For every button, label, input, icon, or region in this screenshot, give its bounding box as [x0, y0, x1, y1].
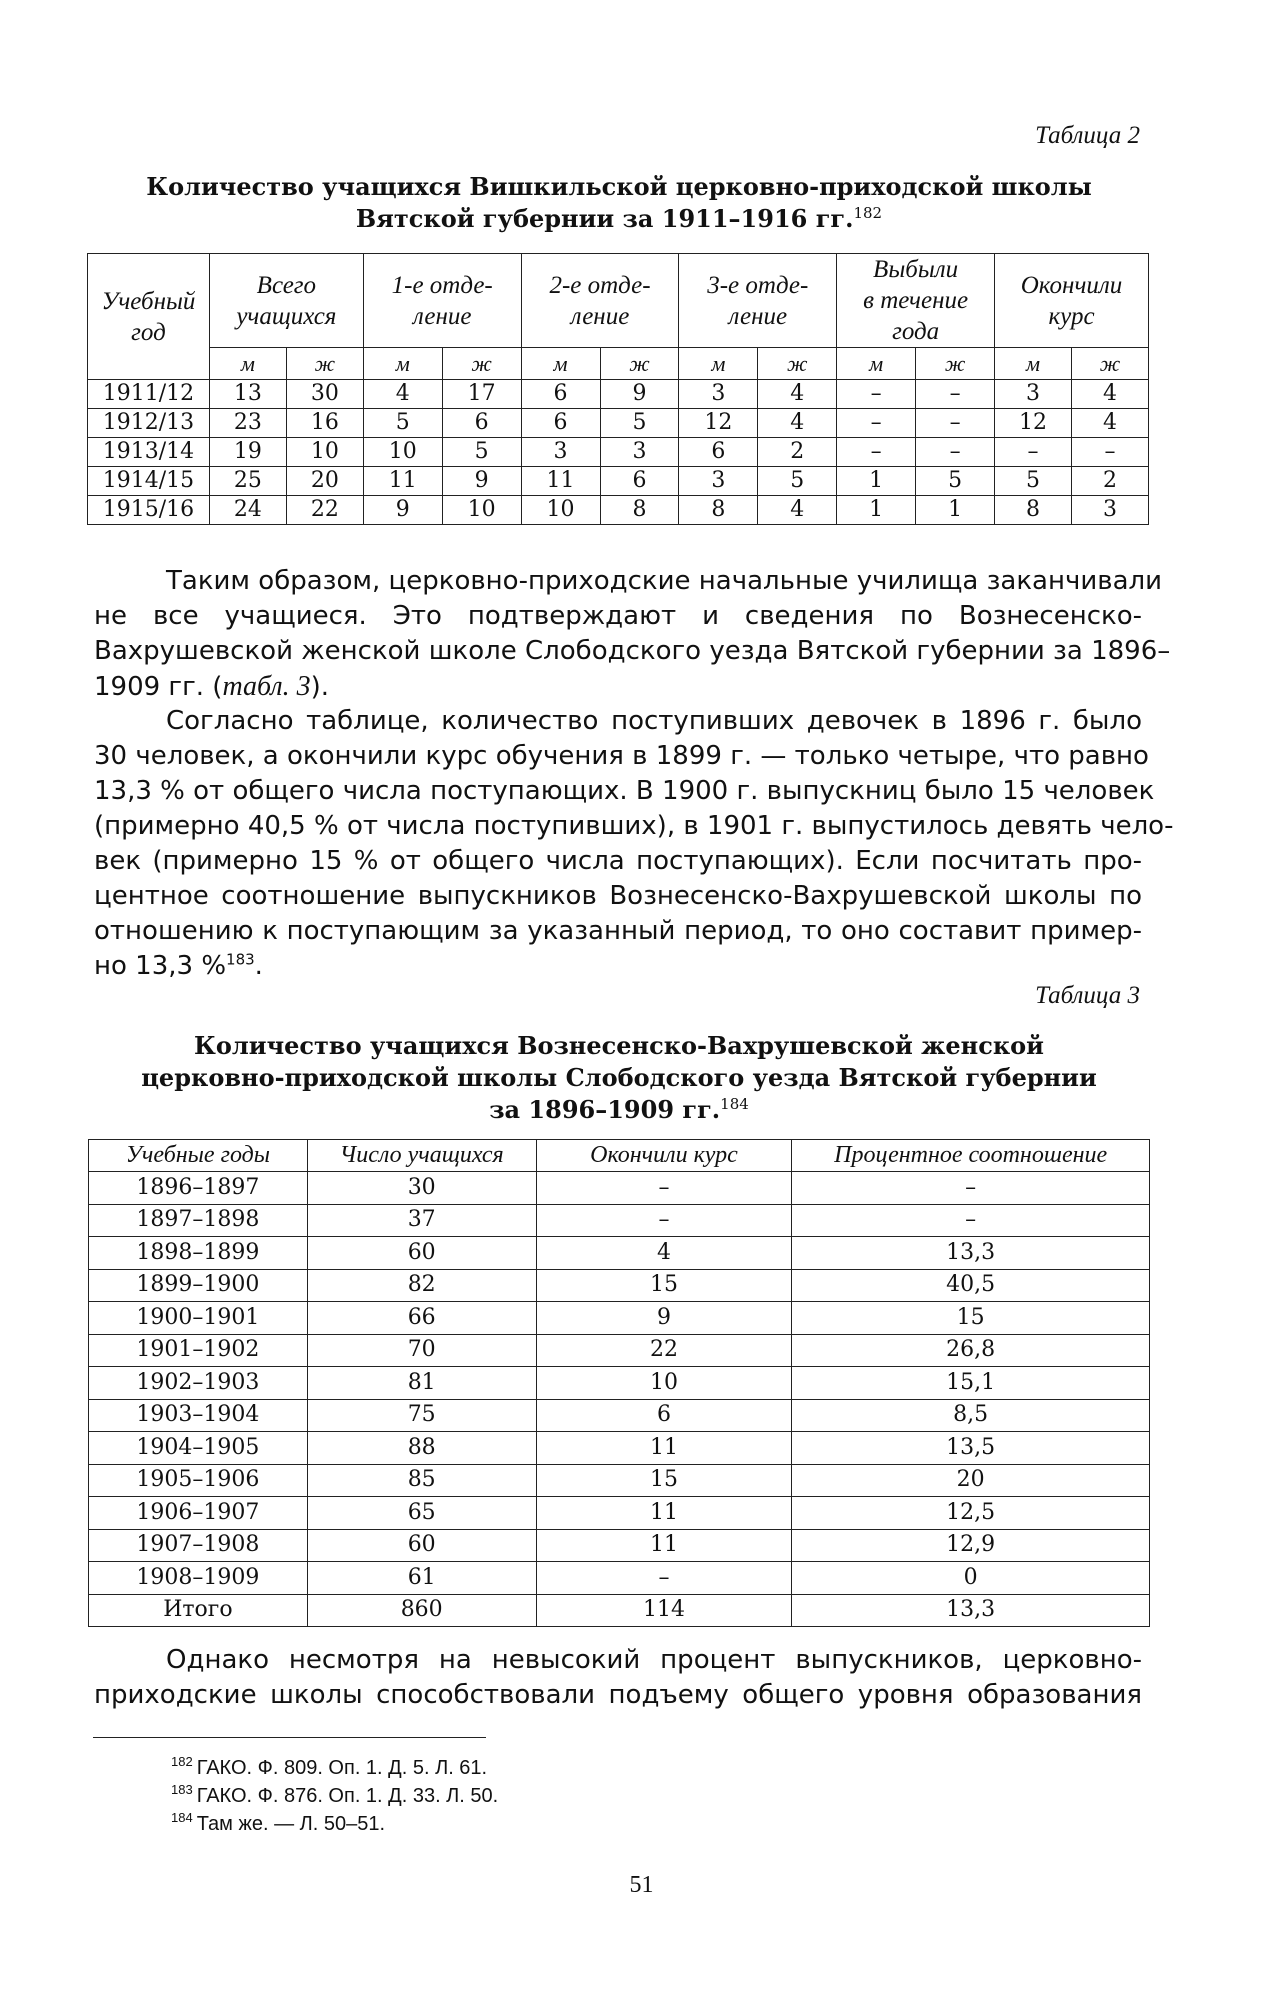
table3-cell: 1897–1898	[89, 1204, 308, 1237]
table2-subheader-cell: м	[995, 348, 1072, 380]
table3-cell: 37	[307, 1204, 536, 1237]
table3-cell: 60	[307, 1237, 536, 1270]
table2-cell: 4	[758, 496, 837, 525]
table-row	[89, 1172, 1150, 1205]
paragraph-line: не все учащиеся. Это подтверждают и сведения по Вознесенско-	[94, 601, 1142, 631]
table2-cell: 5	[442, 438, 521, 467]
paragraph-line: Вахрушевской женской школе Слободского уезда Вятской губернии за 1896–	[94, 636, 1171, 666]
table2-cell: 13	[209, 380, 286, 409]
table3-header-percent: Процентное соотношение	[792, 1140, 1150, 1172]
table-row	[89, 1529, 1150, 1562]
paragraph-line: 1909 гг. (табл. 3).	[94, 671, 330, 702]
table3-reference: табл. 3	[222, 671, 311, 702]
table2-year-cell: 1912/13	[88, 409, 210, 438]
table3-cell: 12,9	[792, 1529, 1150, 1562]
table2-cell: 24	[209, 496, 286, 525]
table-row	[89, 1464, 1150, 1497]
table3-cell: 1900–1901	[89, 1302, 308, 1335]
table-row	[89, 1432, 1150, 1465]
table3-cell: 13,3	[792, 1594, 1150, 1627]
table2-cell: –	[837, 380, 916, 409]
table2-year-cell: 1911/12	[88, 380, 210, 409]
table-row	[88, 467, 1149, 496]
table2-cell: 1	[837, 467, 916, 496]
table2-subheader-cell: ж	[286, 348, 363, 380]
table2-cell: 3	[679, 380, 758, 409]
table2-subheader-cell: ж	[1071, 348, 1148, 380]
table2-cell: –	[1071, 438, 1148, 467]
table3-cell: 8,5	[792, 1399, 1150, 1432]
paragraph-line: но 13,3 %$^{183}$.	[94, 950, 263, 981]
table2-subheader-cell: м	[679, 348, 758, 380]
table2-cell: –	[837, 438, 916, 467]
table3-cell: 61	[307, 1562, 536, 1595]
table3-cell: 22	[536, 1334, 792, 1367]
table3-cell: 1901–1902	[89, 1334, 308, 1367]
table2-cell: 4	[1071, 380, 1148, 409]
table3-title-line3: за 1896–1909 гг.$^{184}$	[489, 1095, 749, 1124]
table2-header-row	[88, 254, 1149, 348]
table2-cell: 1	[837, 496, 916, 525]
table2-subheader-cell: ж	[600, 348, 679, 380]
table3-cell: 15,1	[792, 1367, 1150, 1400]
paragraph-line: 30 человек, а окончили курс обучения в 1899 г. — только четыре, что равно	[94, 741, 1149, 771]
footnote-ref-182: 182	[853, 204, 883, 222]
paragraph-1	[94, 564, 1171, 705]
table2-cell: –	[916, 380, 995, 409]
footnote-divider	[93, 1737, 486, 1738]
table-row	[89, 1399, 1150, 1432]
table2-cell: 8	[995, 496, 1072, 525]
table3-cell: 70	[307, 1334, 536, 1367]
table3-cell: 11	[536, 1497, 792, 1530]
table3-cell: 1906–1907	[89, 1497, 308, 1530]
table3-cell: 75	[307, 1399, 536, 1432]
table3-body	[89, 1172, 1150, 1627]
table3-cell: 13,3	[792, 1237, 1150, 1270]
table2-cell: 3	[521, 438, 600, 467]
paragraph-line: 13,3 % от общего числа поступающих. В 1900 г. выпускниц было 15 человек	[94, 776, 1155, 806]
table3-header-row	[89, 1140, 1150, 1172]
table2-cell: –	[995, 438, 1072, 467]
footnote-ref-183: 183	[226, 950, 255, 969]
table3-cell: 9	[536, 1302, 792, 1335]
table3-cell: 81	[307, 1367, 536, 1400]
table-row	[89, 1334, 1150, 1367]
footnote-184: $^{184}$ Там же. — Л. 50–51.	[171, 1810, 386, 1835]
table2-cell: 17	[442, 380, 521, 409]
table3-cell: 1903–1904	[89, 1399, 308, 1432]
table2-cell: 3	[995, 380, 1072, 409]
table2-header-total: Всего учащихся	[209, 254, 363, 348]
table2-cell: 10	[521, 496, 600, 525]
paragraph-3	[94, 1643, 1142, 1713]
table2-header-finished: Окончили курс	[995, 254, 1149, 348]
table2-subheader-cell: ж	[442, 348, 521, 380]
table2-cell: 10	[286, 438, 363, 467]
table2-cell: 4	[363, 380, 442, 409]
table2-cell: 9	[600, 380, 679, 409]
table3-cell: 860	[307, 1594, 536, 1627]
table3-cell: 60	[307, 1529, 536, 1562]
table3-cell: 4	[536, 1237, 792, 1270]
table2-year-cell: 1914/15	[88, 467, 210, 496]
table2-cell: 11	[521, 467, 600, 496]
table3-cell: 1905–1906	[89, 1464, 308, 1497]
footnote-183: $^{183}$ ГАКО. Ф. 876. Оп. 1. Д. 33. Л. 50.	[171, 1782, 499, 1807]
table3-cell: 1898–1899	[89, 1237, 308, 1270]
table-row	[88, 409, 1149, 438]
table2	[87, 253, 1149, 525]
paragraph-line: отношению к поступающим за указанный период, то оно составит пример-	[94, 916, 1142, 946]
table3-cell: 30	[307, 1172, 536, 1205]
paragraph-line: центное соотношение выпускников Вознесенско-Вахрушевской школы по	[94, 881, 1142, 911]
paragraph-line: век (примерно 15 % от общего числа поступающих). Если посчитать про-	[94, 846, 1142, 876]
table3-cell: 88	[307, 1432, 536, 1465]
table3-title-line2: церковно-приходской школы Слободского уезда Вятской губернии	[141, 1063, 1097, 1092]
table2-cell: 5	[916, 467, 995, 496]
table3-header-finished: Окончили курс	[536, 1140, 792, 1172]
table3-cell: 11	[536, 1432, 792, 1465]
table2-cell: 12	[995, 409, 1072, 438]
table3-cell: 1902–1903	[89, 1367, 308, 1400]
table3-cell: 15	[536, 1464, 792, 1497]
table3-cell: –	[792, 1172, 1150, 1205]
table2-year-cell: 1913/14	[88, 438, 210, 467]
table3-cell: 1896–1897	[89, 1172, 308, 1205]
table2-cell: 22	[286, 496, 363, 525]
table-row	[89, 1594, 1150, 1627]
table2-cell: 16	[286, 409, 363, 438]
table2-cell: –	[916, 438, 995, 467]
table3-label: Таблица 3	[1035, 982, 1140, 1009]
table3-cell: 65	[307, 1497, 536, 1530]
table2-cell: 9	[363, 496, 442, 525]
table-row	[89, 1367, 1150, 1400]
table2-cell: 3	[600, 438, 679, 467]
table2-cell: –	[837, 409, 916, 438]
table-row	[89, 1269, 1150, 1302]
table3-cell: 85	[307, 1464, 536, 1497]
table3-cell: –	[536, 1172, 792, 1205]
table3-cell: 1907–1908	[89, 1529, 308, 1562]
table2-header-dept3: 3-е отде- ление	[679, 254, 837, 348]
table2-cell: 5	[995, 467, 1072, 496]
table2-cell: 6	[521, 409, 600, 438]
table3-cell: 11	[536, 1529, 792, 1562]
paragraph-line: Однако несмотря на невысокий процент выпускников, церковно-	[166, 1645, 1142, 1675]
table2-cell: 5	[600, 409, 679, 438]
table2-title-line2: Вятской губернии за 1911–1916 гг.$^{182}$	[355, 204, 883, 233]
table2-cell: 2	[758, 438, 837, 467]
table3-cell: –	[536, 1204, 792, 1237]
table3-cell: 13,5	[792, 1432, 1150, 1465]
table2-cell: 12	[679, 409, 758, 438]
table2-cell: 11	[363, 467, 442, 496]
table2-cell: –	[916, 409, 995, 438]
table2-cell: 30	[286, 380, 363, 409]
table2-cell: 5	[758, 467, 837, 496]
table2-cell: 4	[1071, 409, 1148, 438]
table2-subheader-cell: ж	[916, 348, 995, 380]
table-row	[88, 438, 1149, 467]
table-row	[89, 1237, 1150, 1270]
table2-title	[88, 171, 1150, 235]
table3-title	[88, 1030, 1150, 1126]
table3-cell: 1899–1900	[89, 1269, 308, 1302]
paragraph-2	[94, 704, 1174, 984]
table-row	[88, 380, 1149, 409]
table2-header-year: Учебный год	[88, 254, 210, 380]
footnote-182: $^{182}$ ГАКО. Ф. 809. Оп. 1. Д. 5. Л. 61.	[171, 1754, 488, 1779]
table3-header-students: Число учащихся	[307, 1140, 536, 1172]
table3-title-line1: Количество учащихся Вознесенско-Вахрушевской женской	[194, 1031, 1044, 1060]
table2-label: Таблица 2	[1035, 122, 1140, 149]
table3-cell: 10	[536, 1367, 792, 1400]
table2-cell: 3	[679, 467, 758, 496]
table2-cell: 5	[363, 409, 442, 438]
table2-cell: 19	[209, 438, 286, 467]
table-row	[89, 1562, 1150, 1595]
table3-cell: 1908–1909	[89, 1562, 308, 1595]
table2-cell: 1	[916, 496, 995, 525]
table2-subheader-cell: м	[363, 348, 442, 380]
table2-cell: 8	[679, 496, 758, 525]
table2-title-line1: Количество учащихся Вишкильской церковно-приходской школы	[146, 172, 1092, 201]
table2-cell: 2	[1071, 467, 1148, 496]
table2-subheader-row	[88, 348, 1149, 380]
table3-cell: 1904–1905	[89, 1432, 308, 1465]
table2-cell: 20	[286, 467, 363, 496]
table3-cell: 20	[792, 1464, 1150, 1497]
table2-cell: 23	[209, 409, 286, 438]
table2-cell: 6	[521, 380, 600, 409]
table2-cell: 10	[442, 496, 521, 525]
table2-year-cell: 1915/16	[88, 496, 210, 525]
table2-cell: 9	[442, 467, 521, 496]
table2-header-dropped: Выбыли в течение года	[837, 254, 995, 348]
table3-header-years: Учебные годы	[89, 1140, 308, 1172]
table3-cell: 26,8	[792, 1334, 1150, 1367]
table2-subheader-cell: м	[209, 348, 286, 380]
table3-cell: 0	[792, 1562, 1150, 1595]
paragraph-line: (примерно 40,5 % от числа поступивших), в 1901 г. выпустилось девять чело-	[94, 811, 1174, 841]
table2-cell: 4	[758, 380, 837, 409]
table2-body	[88, 380, 1149, 525]
paragraph-line: Таким образом, церковно-приходские начальные училища заканчивали	[166, 566, 1163, 596]
table3-cell: 40,5	[792, 1269, 1150, 1302]
page-number: 51	[629, 1872, 654, 1898]
table2-cell: 25	[209, 467, 286, 496]
table3-cell: 15	[792, 1302, 1150, 1335]
table3-cell: 6	[536, 1399, 792, 1432]
paragraph-line: приходские школы способствовали подъему общего уровня образования	[94, 1680, 1142, 1710]
table2-header-dept1: 1-е отде- ление	[363, 254, 521, 348]
paragraph-line: Согласно таблице, количество поступивших девочек в 1896 г. было	[166, 706, 1142, 736]
table-row	[89, 1204, 1150, 1237]
table-row	[88, 496, 1149, 525]
table3-cell: 15	[536, 1269, 792, 1302]
table2-subheader-cell: ж	[758, 348, 837, 380]
table2-cell: 10	[363, 438, 442, 467]
footnote-ref-184: 184	[720, 1095, 749, 1113]
table3-cell: 82	[307, 1269, 536, 1302]
table2-subheader-cell: м	[521, 348, 600, 380]
table3-cell: 12,5	[792, 1497, 1150, 1530]
table-row	[89, 1497, 1150, 1530]
table3-cell: Итого	[89, 1594, 308, 1627]
table3-cell: –	[792, 1204, 1150, 1237]
table2-cell: 6	[442, 409, 521, 438]
table3-cell: 66	[307, 1302, 536, 1335]
table-row	[89, 1302, 1150, 1335]
table2-cell: 3	[1071, 496, 1148, 525]
table2-header-dept2: 2-е отде- ление	[521, 254, 679, 348]
table2-cell: 4	[758, 409, 837, 438]
table3-cell: –	[536, 1562, 792, 1595]
table2-cell: 6	[679, 438, 758, 467]
table2-subheader-cell: м	[837, 348, 916, 380]
table3-cell: 114	[536, 1594, 792, 1627]
table3	[88, 1139, 1150, 1627]
table2-cell: 6	[600, 467, 679, 496]
table2-cell: 8	[600, 496, 679, 525]
